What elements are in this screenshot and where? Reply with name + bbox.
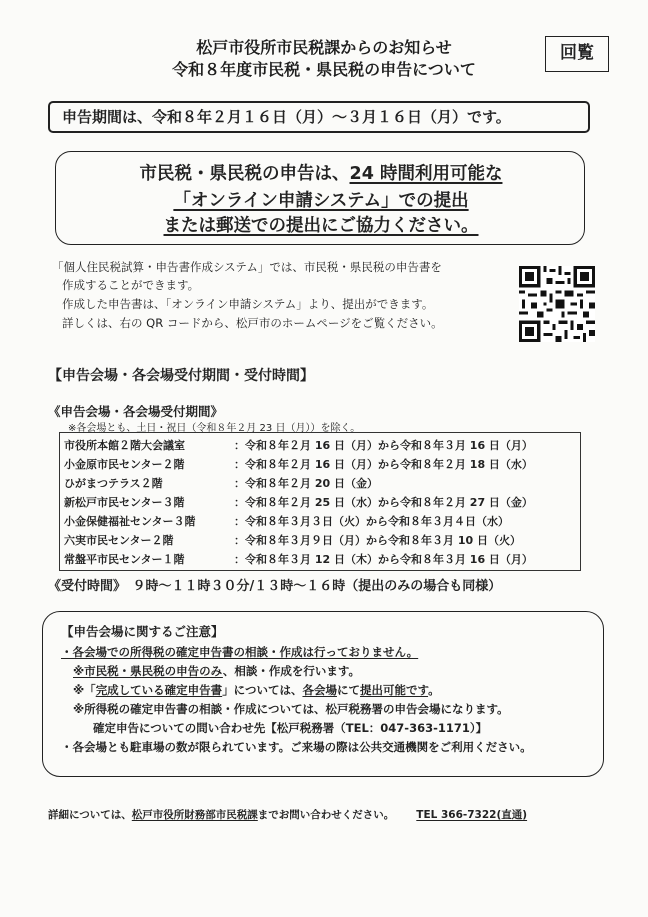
online-notice-box (55, 151, 585, 245)
venues-subheading: 《申告会場・各会場受付期間》 (48, 404, 224, 419)
venue-name: 小金原市民センター２階 (64, 458, 185, 471)
info-line-3: 作成した申告書は、「オンライン申請システム」より、提出ができます。 (62, 297, 434, 311)
title-line-1: 松戸市役所市民税課からのお知らせ (196, 38, 452, 57)
notice-line-2-text: 「オンライン申請システム」での提出 (173, 191, 469, 211)
notice-line-2 (56, 189, 586, 214)
venue-schedule-table (59, 432, 581, 571)
venue-date: ：令和８年２月 25 日（水）から令和８年２月 27 日（金） (234, 496, 533, 509)
venues-heading: 【申告会場・各会場受付期間・受付時間】 (48, 368, 314, 384)
footer-tel[interactable]: TEL 366-7322(直通) (416, 809, 528, 821)
caution-line-3-b: 完成している確定申告書 (95, 683, 223, 697)
venue-date: ：令和８年２月 16 日（月）から令和８年２月 18 日（水） (234, 458, 533, 471)
caution-box (42, 611, 604, 777)
venue-date: ：令和８年３月９日（月）から令和８年３月 10 日（火） (234, 534, 521, 547)
qr-code[interactable] (519, 266, 595, 342)
notice-line-1-b: 24 時間利用可能な (349, 164, 503, 184)
venue-name: 六実市民センター２階 (64, 534, 174, 547)
notice-line-1-a: 市民税・県民税の申告は、 (139, 164, 350, 184)
caution-line-3-g: 。 (428, 683, 440, 697)
venue-name: 新松戸市民センター３階 (64, 496, 185, 509)
caution-line-2 (73, 662, 360, 681)
venue-date: ：令和８年３月３日（火）から令和８年３月４日（水） (234, 515, 509, 528)
caution-line-3-f: 提出可能です (359, 683, 429, 697)
caution-line-6: ・各会場とも駐車場の数が限られています。ご来場の際は公共交通機関をご利用ください。 (61, 740, 532, 754)
venue-name: 小金保健福祉センター３階 (64, 515, 196, 528)
info-line-1: 「個人住民税試算・申告書作成システム」では、市民税・県民税の申告書を (52, 260, 442, 274)
caution-line-1 (61, 643, 418, 662)
info-line-4: 詳しくは、右の QR コードから、松戸市のホームページをご覧ください。 (62, 316, 443, 330)
notice-line-3-text: または郵送での提出にご協力ください。 (163, 216, 479, 236)
footer-text-c: までお問い合わせください。 (257, 809, 395, 821)
caution-line-3-e: にて (336, 683, 360, 697)
venues-note: ※各会場とも、土日・祝日（令和８年２月 23 日（月））を除く。 (68, 423, 361, 434)
caution-line-5: 確定申告についての問い合わせ先【松戸税務署（TEL：047-363-1171）】 (93, 721, 488, 735)
reception-hours: 《受付時間》 ９時～１１時３０分/１３時～１６時（提出のみの場合も同様） (48, 579, 502, 594)
caution-line-3-c: 」については、 (222, 683, 303, 697)
caution-line-4: ※所得税の確定申告書の相談・作成については、松戸税務署の申告会場になります。 (73, 702, 509, 716)
caution-heading: 【申告会場に関するご注意】 (61, 624, 224, 639)
footer-text-a: 詳細については、 (48, 809, 132, 821)
notice-line-1 (56, 162, 586, 187)
notice-line-3 (56, 214, 586, 239)
caution-line-1-text: ・各会場での所得税の確定申告書の相談・作成は行っておりません。 (61, 645, 419, 659)
venue-name: 常盤平市民センター１階 (64, 553, 185, 566)
venue-name: 市役所本館２階大会議室 (64, 439, 185, 452)
caution-line-2-a: ※市民税・県民税の申告のみ (73, 664, 223, 678)
caution-line-3-a: ※「 (73, 683, 96, 697)
venue-name: ひがまつテラス２階 (64, 477, 163, 490)
caution-line-3-d: 各会場 (302, 683, 337, 697)
info-line-2: 作成することができます。 (62, 278, 200, 292)
venue-date: ：令和８年３月 12 日（木）から令和８年３月 16 日（月） (234, 553, 533, 566)
filing-period-box: 申告期間は、令和８年２月１６日（月）～３月１６日（月）です。 (48, 101, 590, 133)
title-line-2: 令和８年度市民税・県民税の申告について (172, 60, 476, 79)
kairan-stamp: 回覧 (545, 36, 609, 72)
venue-date: ：令和８年２月 20 日（金） (234, 477, 378, 490)
footer-contact (48, 807, 527, 822)
footer-dept: 松戸市役所財務部市民税課 (131, 809, 258, 821)
caution-line-3 (73, 681, 440, 700)
venue-date: ：令和８年２月 16 日（月）から令和８年３月 16 日（月） (234, 439, 533, 452)
caution-line-2-b: 、相談・作成を行います。 (222, 664, 360, 678)
